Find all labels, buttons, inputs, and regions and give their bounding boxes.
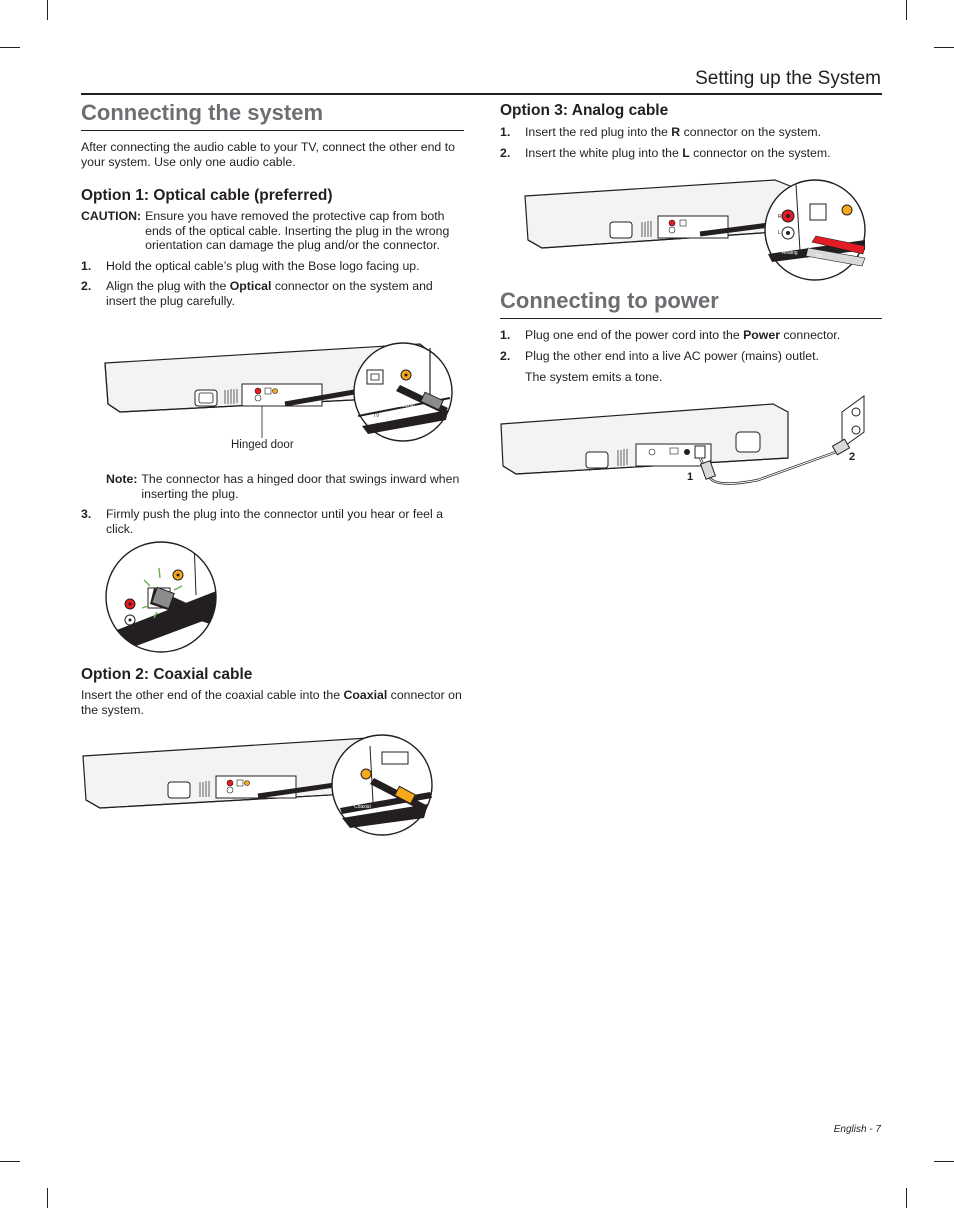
title-rule: [500, 318, 882, 319]
note-label: Note:: [106, 472, 138, 486]
step-text: Firmly push the plug into the connector until you hear or feel a click.: [106, 507, 443, 536]
text-run: connector on the system.: [689, 145, 831, 160]
option3-step1: [500, 125, 882, 140]
text-run: connector.: [779, 328, 841, 342]
analog-connection-figure: [520, 176, 870, 282]
coaxial-label: Coaxial: [398, 403, 415, 409]
tone-text: The system emits a tone.: [525, 370, 663, 384]
step-text: [525, 328, 882, 343]
right-column-power: [500, 288, 882, 385]
option1-heading: Option 1: Optical cable (preferred): [81, 187, 333, 204]
connector-name: Coaxial: [343, 688, 388, 702]
text-run: Plug one end of the power cord into the: [525, 328, 744, 342]
power-step2: [500, 349, 882, 364]
optical-connection-figure: [100, 338, 460, 442]
step-number: 3.: [81, 507, 92, 521]
text-run: Align the plug with the: [106, 279, 230, 293]
right-column-top: [500, 101, 882, 160]
optical-label: Optical: [368, 405, 384, 411]
step-text: [525, 125, 882, 140]
left-column-top: [81, 100, 464, 308]
option1-step2: [81, 279, 464, 308]
option1-step1: [81, 259, 464, 274]
header-rule: [81, 93, 882, 95]
connector-name: R: [671, 125, 681, 139]
text-run: connector on the system.: [81, 688, 462, 717]
crop-mark: [47, 1188, 48, 1208]
note-block: [81, 472, 464, 501]
optical-click-figure: [104, 540, 219, 655]
crop-mark: [906, 1188, 907, 1208]
analog-label: Analog: [782, 250, 798, 256]
option2-text: [81, 688, 464, 717]
tv-label: TV: [373, 413, 380, 419]
callout-2: 2: [849, 451, 856, 463]
note-text: The connector has a hinged door that swings inward when inserting the plug.: [141, 472, 460, 501]
step-text: Plug the other end into a live AC power (mains) outlet.: [525, 348, 819, 363]
step-text: [525, 146, 882, 161]
step-text: [106, 279, 464, 308]
crop-mark: [906, 0, 907, 20]
step-number: 1.: [500, 328, 511, 342]
text-run: Insert the white plug into the: [525, 145, 683, 160]
connector-name: Optical: [229, 279, 272, 293]
caution-text: Ensure you have removed the protective cap from both ends of the optical cable. Inserting the plug in the wrong orientation can damage the plug and/or the connector.: [145, 209, 450, 252]
title-rule: [81, 130, 464, 131]
crop-mark: [934, 47, 954, 48]
coaxial-connection-figure: [78, 734, 440, 836]
page-number: English - 7: [833, 1124, 881, 1135]
option1-step3: [81, 507, 464, 536]
step-number: 2.: [500, 145, 511, 160]
option3-heading: Option 3: Analog cable: [500, 102, 669, 119]
l-label: L: [778, 230, 781, 236]
hinged-door-caption: Hinged door: [231, 439, 294, 451]
intro-text: After connecting the audio cable to your TV, connect the other end to your system. Use only one audio cable.: [81, 140, 455, 169]
caution-block: [81, 209, 464, 253]
coaxial-label: Coaxial: [354, 804, 371, 810]
option2-heading: Option 2: Coaxial cable: [81, 666, 253, 683]
crop-mark: [0, 1161, 20, 1162]
power-title: Connecting to power: [500, 288, 719, 313]
left-column-mid: [81, 472, 464, 536]
r-label: R: [778, 214, 782, 220]
step-number: 2.: [500, 348, 511, 363]
tv-label: TV: [816, 254, 823, 260]
callout-1: 1: [687, 471, 694, 483]
crop-mark: [934, 1161, 954, 1162]
power-connection-figure: [498, 392, 888, 492]
power-step1: [500, 328, 882, 343]
step-number: 1.: [81, 258, 92, 273]
step-text: Hold the optical cable’s plug with the Bose logo facing up.: [106, 258, 420, 273]
connector-name: Power: [743, 328, 780, 342]
connector-name: L: [682, 145, 690, 160]
crop-mark: [0, 47, 20, 48]
option3-step2: [500, 146, 882, 161]
step-number: 2.: [81, 279, 92, 293]
section-header-title: Setting up the System: [695, 68, 881, 89]
text-run: connector on the system.: [680, 125, 821, 139]
caution-label: CAUTION:: [81, 209, 142, 223]
text-run: connector on the system and insert the plug carefully.: [106, 279, 433, 308]
step-number: 1.: [500, 125, 511, 139]
text-run: Insert the other end of the coaxial cable into the: [81, 688, 344, 702]
crop-mark: [47, 0, 48, 20]
text-run: Insert the red plug into the: [525, 125, 672, 139]
page-title: Connecting the system: [81, 100, 324, 125]
left-column-bottom: [81, 665, 464, 717]
